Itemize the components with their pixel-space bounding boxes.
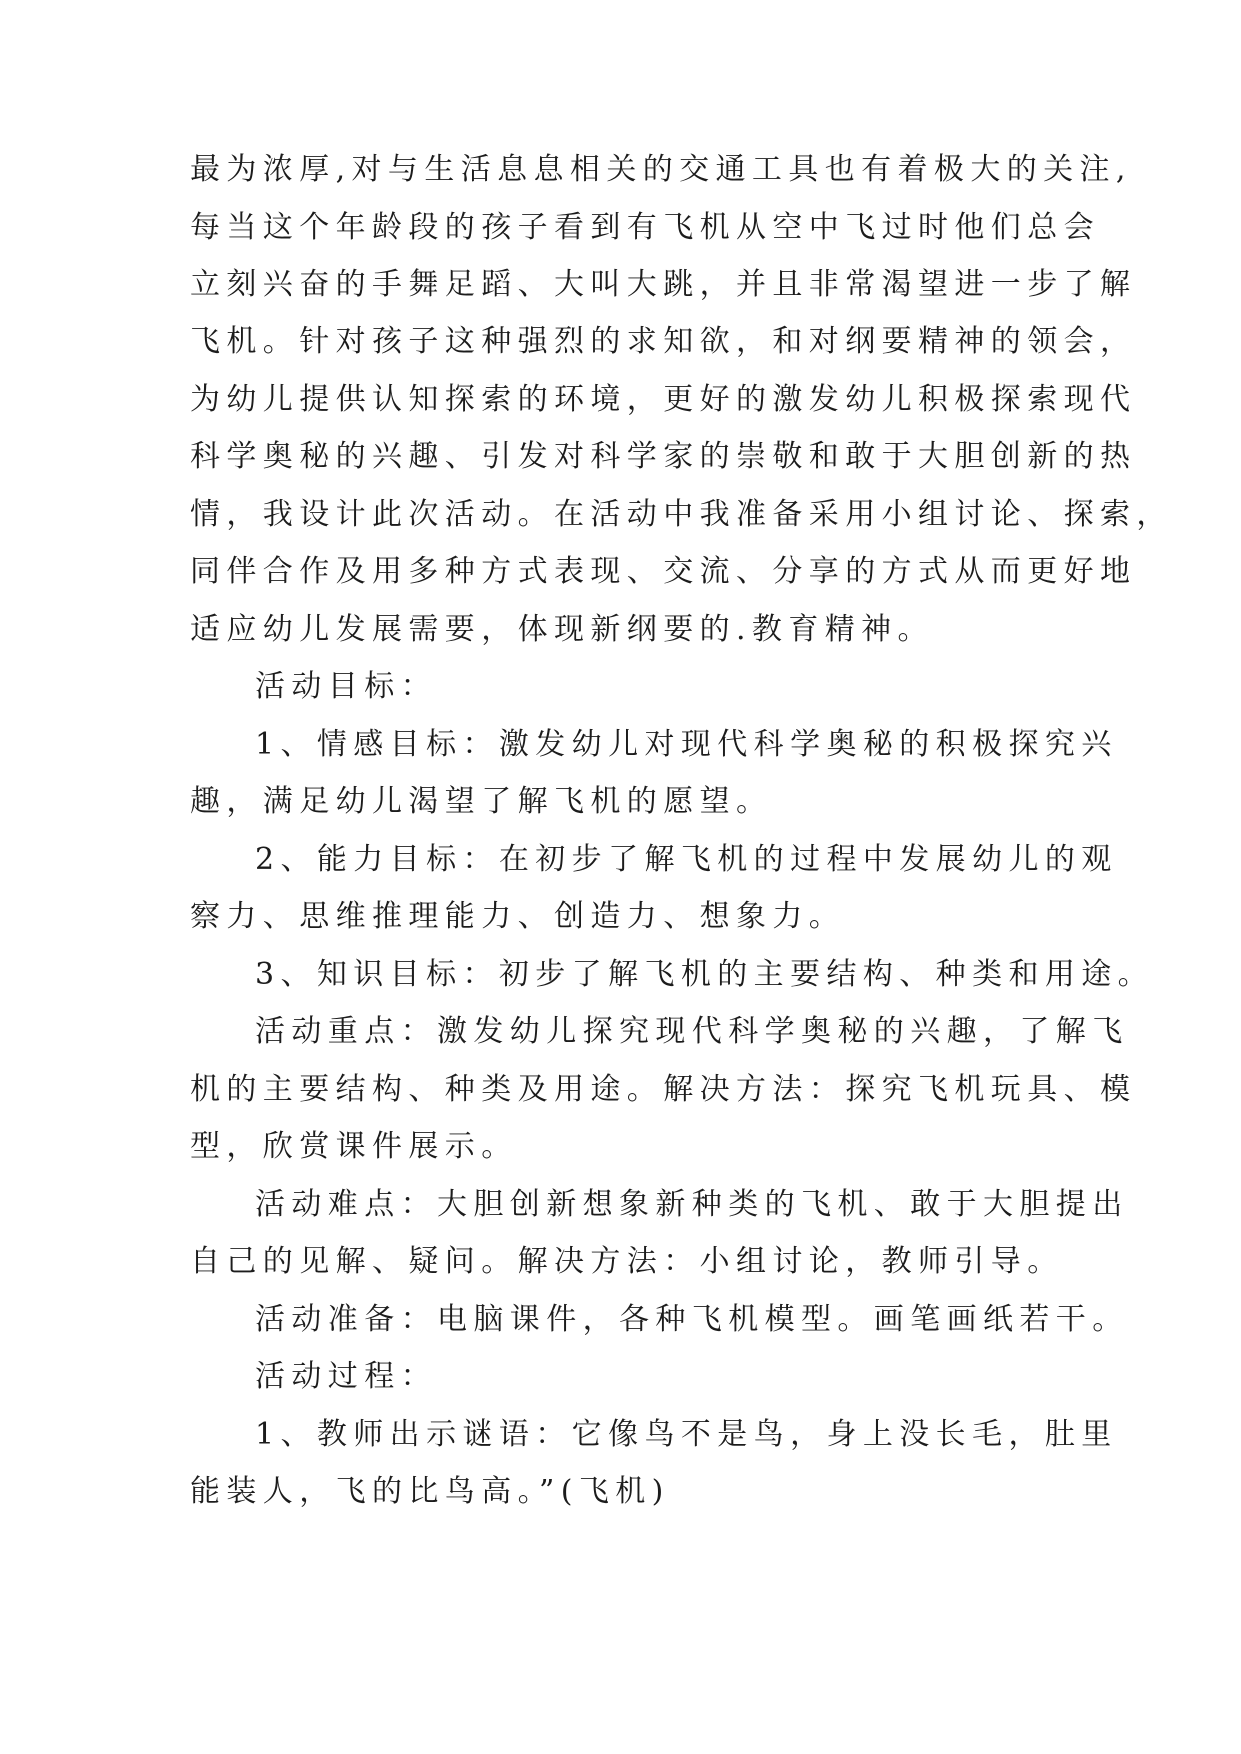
text-line: 科学奥秘的兴趣、引发对科学家的崇敬和敢于大胆创新的热 [190,439,1137,474]
text-line: 活动难点：大胆创新想象新种类的飞机、敢于大胆提出 [255,1187,1129,1222]
section-heading: 活动过程： [255,1359,437,1394]
text-line: 活动重点：激发幼儿探究现代科学奥秘的兴趣，了解飞 [255,1014,1129,1049]
text-line: 适应幼儿发展需要，体现新纲要的.教育精神。 [190,612,934,647]
text-line: 活动准备：电脑课件，各种飞机模型。画笔画纸若干。 [255,1302,1129,1337]
text-line: 察力、思维推理能力、创造力、想象力。 [190,899,846,934]
text-line: 飞机。针对孩子这种强烈的求知欲，和对纲要精神的领会， [190,324,1137,359]
section-heading: 活动目标： [255,669,437,704]
text-line: 立刻兴奋的手舞足蹈、大叫大跳，并且非常渴望进一步了解 [190,267,1137,302]
text-line: 2、能力目标：在初步了解飞机的过程中发展幼儿的观 [255,842,1118,877]
text-line: 趣，满足幼儿渴望了解飞机的愿望。 [190,784,773,819]
text-line: 情，我设计此次活动。在活动中我准备采用小组讨论、探索， [190,497,1173,532]
text-line: 最为浓厚,对与生活息息相关的交通工具也有着极大的关注, [190,152,1132,187]
text-line: 机的主要结构、种类及用途。解决方法：探究飞机玩具、模 [190,1072,1137,1107]
text-line: 1、教师出示谜语：它像鸟不是鸟，身上没长毛，肚里 [255,1417,1118,1452]
text-line: 同伴合作及用多种方式表现、交流、分享的方式从而更好地 [190,554,1137,589]
text-line: 为幼儿提供认知探索的环境，更好的激发幼儿积极探索现代 [190,382,1137,417]
text-line: 1、情感目标：激发幼儿对现代科学奥秘的积极探究兴 [255,727,1118,762]
text-line: 3、知识目标：初步了解飞机的主要结构、种类和用途。 [255,957,1155,992]
text-line: 每当这个年龄段的孩子看到有飞机从空中飞过时他们总会 [190,210,1100,245]
text-line: 自己的见解、疑问。解决方法：小组讨论，教师引导。 [190,1244,1064,1279]
text-line: 型，欣赏课件展示。 [190,1129,518,1164]
text-line: 能装人，飞的比鸟高。”(飞机) [190,1474,670,1509]
